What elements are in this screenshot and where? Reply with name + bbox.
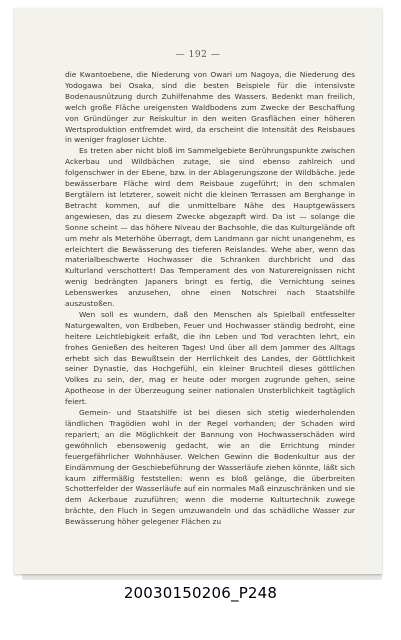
paragraph: Es treten aber nicht bloß im Sammelgebiete Berührungspunkte zwischen Ackerbau und Wildbächen zutage, sie sind ebenso zahlreich und folgenschwer in der Ebene, bzw. in der Ablagerungszone der Wildbäche. Jede bewässerbare Fläche wird dem Reisbaue zugeführt; in den schmalen Bergtälern ist letzterer, soweit nicht die kleinen Terrassen am Berghange in Betracht kommen, auf die unmittelbare Nähe des Hauptgewässers angewiesen, das zu diesem Zwecke abgezapft wird. Da ist — solange die Sonne scheint — das höhere Niveau der Bachsohle, die das Kulturgelände oft um mehr als Meterhöhe überragt, dem Landmann gar nicht unangenehm, es erleichtert die Bewässerung des tieferen Reislandes. Wehe aber, wenn das materialbeschwerte Hochwasser die Schranken durchbricht und das Kulturland verschottert! Das Temperament des von Naturereignissen nicht wenig bedrängten Japaners bringt es fertig, die Vernichtung seines Lebenswerkes anzusehen, ohne einen Notschrei nach Staatshilfe auszustoßen.: [65, 146, 355, 309]
paragraph: Wen soll es wundern, daß den Menschen als Spielball entfesselter Naturgewalten, von Erdbeben, Feuer und Hochwasser ständig bedroht, eine heitere Leichtlebigkeit erfaßt, die ihn Leben und Tod verachten lehrt, ein frohes Genießen des heiteren Tages! Und über all dem Jammer des Alltags erhebt sich das Bewußtsein der Herrlichkeit des Landes, der Göttlichkeit seiner Dynastie, das Hochgefühl, ein kleiner Bruchteil dieses göttlichen Volkes zu sein, der, mag er heute oder morgen zugrunde gehen, seine Apotheose in der Überzeugung seiner nationalen Unsterblichkeit tagtäglich feiert.: [65, 309, 355, 407]
page-number: — 192 —: [175, 50, 221, 60]
page-body: [65, 70, 355, 528]
book-page: [14, 8, 382, 574]
paragraph: Gemein- und Staatshilfe ist bei diesen sich stetig wiederholenden ländlichen Tragödien wohl in der Regel vorhanden; der Schaden wird repariert; an die Möglichkeit der Bannung von Hochwasserschäden wird gewöhnlich ebensowenig gedacht, wie an die Errichtung minder feuergefährlicher Wohnhäuser. Welchen Gewinn die Bodenkultur aus der Eindämmung der Geschiebeführung der Wasserläufe ziehen könnte, läßt sich kaum ziffermäßig feststellen: wenn es bloß gelänge, die überbreiten Schotterfelder der Wasserläufe auf ein normales Maß einzuschränken und sie dem Ackerbaue zuzuführen; wenn die moderne Kulturtechnik zuwege brächte, den Fluch in Segen umzuwandeln und das schädliche Wasser zur Bewässerung höher gelegener Flächen zu: [65, 408, 355, 527]
paragraph: die Kwantoebene, die Niederung von Owari um Nagoya, die Niederung des Yodogawa bei Osaka, sind die besten Beispiele für die intensivste Bodenausnützung durch Zuhilfenahme des Wassers. Bedenkt man freilich, welch große Fläche ureigensten Waldbodens zum Zwecke der Beschaffung von Gründünger zur Reiskultur in den weiten Grasflächen einer höheren Wertsproduktion entfremdet wird, da erscheint die Intensität des Reisbaues in weniger fragloser Lichte.: [65, 70, 355, 145]
scan-identifier-caption: 20030150206_P248: [123, 584, 278, 602]
